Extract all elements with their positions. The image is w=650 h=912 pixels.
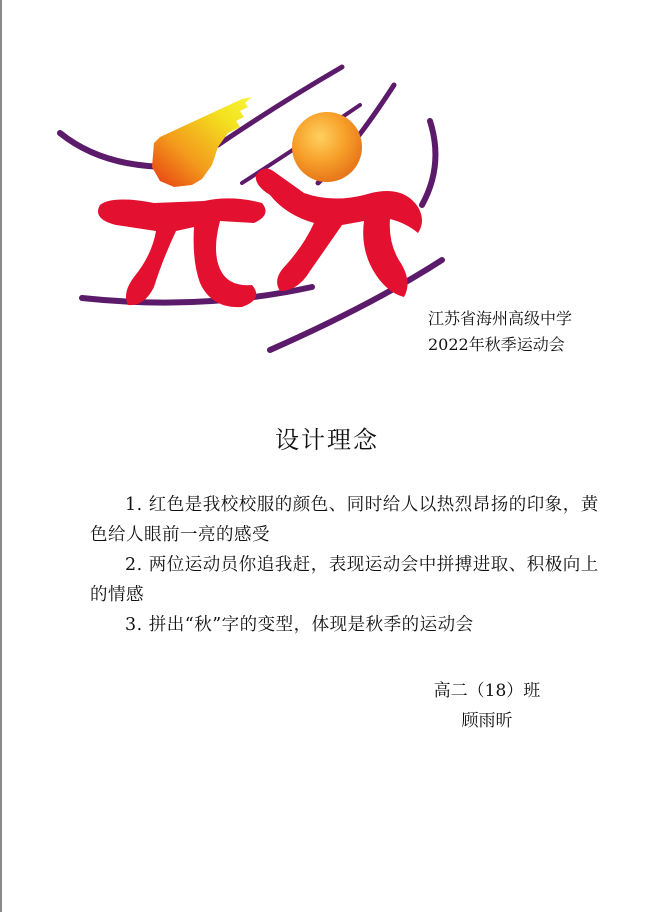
school-heading <box>428 306 572 358</box>
red-figure-left <box>98 198 266 307</box>
orange-ball <box>292 112 362 182</box>
flame-shape <box>152 97 252 187</box>
design-concept-text <box>90 490 600 640</box>
class-label: 高二（18）班 <box>433 681 541 701</box>
red-figure-right <box>256 168 422 297</box>
school-name: 江苏省海州高级中学 <box>428 309 573 328</box>
concept-paragraph-1: 1. 红色是我校校服的颜色、同时给人以热烈昂扬的印象，黄色给人眼前一亮的感受 <box>90 495 599 545</box>
page-title: 设计理念 <box>275 426 379 454</box>
concept-paragraph-2: 2. 两位运动员你追我赶，表现运动会中拼搏进取、积极向上的情感 <box>90 555 599 605</box>
event-name: 2022年秋季运动会 <box>428 335 565 354</box>
concept-paragraph-3: 3. 拼出“秋”字的变型，体现是秋季的运动会 <box>125 615 474 635</box>
signature-block <box>402 676 572 736</box>
author-name: 顾雨昕 <box>461 711 513 731</box>
